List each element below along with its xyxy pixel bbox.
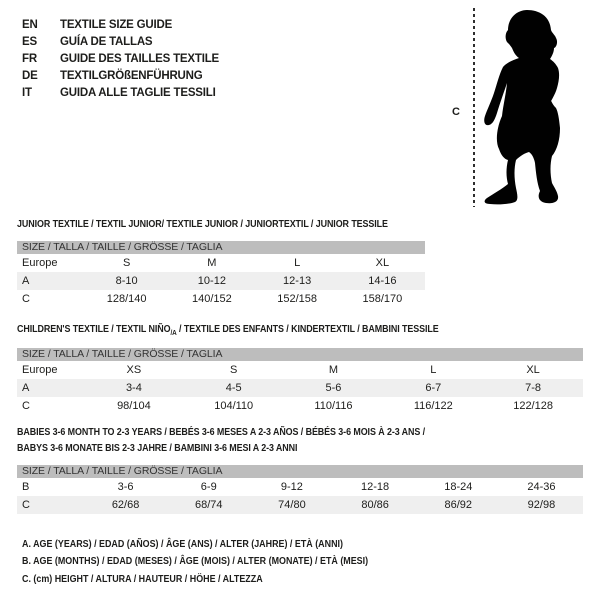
age-cell: 6-9	[200, 481, 217, 493]
note-age-years: A. AGE (YEARS) / EDAD (AÑOS) / ÂGE (ANS) / ALTER (JAHRE) / ETÀ (ANNI)	[22, 538, 343, 550]
height-cell: 122/128	[513, 400, 553, 413]
height-cell: 140/152	[191, 293, 232, 305]
size-cell: S	[230, 364, 238, 377]
size-header-bar: SIZE / TALLA / TAILLE / GRÖSSE / TAGLIA	[17, 241, 425, 254]
language-row	[22, 50, 219, 67]
size-header-bar: SIZE / TALLA / TAILLE / GRÖSSE / TAGLIA	[17, 348, 583, 361]
row-label: C	[22, 293, 30, 305]
baby-silhouette-icon	[478, 0, 594, 210]
language-title: GUIDA ALLE TAGLIE TESSILI	[60, 86, 216, 99]
age-cell: 24-36	[527, 481, 556, 493]
table-row-age-months	[17, 478, 583, 496]
age-cell: 3-6	[117, 481, 134, 493]
height-cell: 80/86	[361, 499, 389, 511]
age-cell: 9-12	[280, 481, 303, 493]
junior-table-title: JUNIOR TEXTILE / TEXTIL JUNIOR/ TEXTILE JUNIOR / JUNIORTEXTIL / JUNIOR TESSILE	[17, 218, 388, 230]
row-label: C	[22, 400, 30, 413]
babies-title-line2: BABYS 3-6 MONATE BIS 2-3 JAHRE / BAMBINI 3-6 MESI A 2-3 ANNI	[17, 441, 298, 454]
age-cell: 5-6	[325, 382, 342, 395]
language-title: TEXTILE SIZE GUIDE	[60, 18, 173, 31]
height-cell: 128/140	[106, 293, 147, 305]
age-cell: 10-12	[197, 275, 226, 287]
row-label: Europe	[22, 364, 58, 377]
size-cell: M	[207, 257, 217, 269]
age-cell: 18-24	[444, 481, 473, 493]
babies-title-line1: BABIES 3-6 MONTH TO 2-3 YEARS / BEBÉS 3-6 MESES A 2-3 AÑOS / BÉBÉS 3-6 MOIS À 2-3 ANS /	[17, 426, 426, 438]
table-row-age	[17, 272, 425, 290]
height-cell: 62/68	[111, 499, 140, 511]
height-cell: 98/104	[117, 400, 151, 413]
age-cell: 6-7	[425, 382, 442, 395]
age-cell: 3-4	[125, 382, 142, 395]
size-cell: XL	[375, 257, 390, 269]
age-cell: 14-16	[368, 275, 397, 287]
table-row-height	[17, 496, 583, 514]
note-age-months: B. AGE (MONTHS) / EDAD (MESES) / ÂGE (MOIS) / ALTER (MONATE) / ETÀ (MESI)	[22, 555, 369, 568]
height-cell: 74/80	[278, 499, 306, 511]
row-label: A	[22, 382, 30, 395]
language-title: GUÍA DE TALLAS	[60, 35, 153, 48]
language-code: FR	[22, 52, 37, 65]
age-cell: 8-10	[115, 275, 138, 287]
size-cell: XL	[526, 364, 540, 377]
language-code: EN	[22, 18, 38, 31]
language-title: TEXTILGRÖßENFÜHRUNG	[60, 69, 203, 82]
table-row-age	[17, 379, 583, 397]
size-cell: L	[294, 257, 301, 269]
age-cell: 12-13	[283, 275, 312, 287]
height-cell: 158/170	[362, 293, 403, 305]
height-measure-label: C	[452, 106, 460, 118]
size-cell: XS	[126, 364, 142, 377]
language-row	[22, 84, 219, 101]
language-code: IT	[22, 86, 32, 99]
size-header-bar: SIZE / TALLA / TAILLE / GRÖSSE / TAGLIA	[17, 465, 583, 478]
row-label: C	[22, 499, 30, 511]
language-title-list	[22, 16, 219, 101]
table-row-europe	[17, 254, 425, 272]
table-row-europe	[17, 361, 583, 379]
language-code: ES	[22, 35, 37, 48]
age-cell: 4-5	[225, 382, 242, 395]
title-subscript: /A	[170, 328, 177, 338]
size-cell: M	[328, 364, 339, 377]
childrens-table-title: CHILDREN'S TEXTILE / TEXTIL $NIÑO_{/A}$ / TEXTILE DES ENFANTS / KINDERTEXTIL / BAMBINI TESSILE	[17, 323, 439, 338]
babies-textile-section	[17, 425, 583, 514]
age-cell: 7-8	[525, 382, 542, 395]
age-cell: 12-18	[361, 481, 390, 493]
row-label: B	[22, 481, 30, 493]
size-cell: S	[122, 257, 131, 269]
language-row	[22, 67, 219, 84]
junior-textile-section	[17, 217, 425, 308]
height-cell: 110/116	[314, 400, 353, 413]
language-code: DE	[22, 69, 38, 82]
childrens-textile-section	[17, 322, 583, 415]
height-measure-dotted-line	[473, 8, 475, 207]
size-cell: L	[430, 364, 437, 377]
table-row-height	[17, 397, 583, 415]
row-label: A	[22, 275, 30, 287]
babies-table-title	[17, 425, 498, 456]
height-cell: 68/74	[194, 499, 223, 511]
legend-notes	[22, 536, 429, 588]
table-row-height	[17, 290, 425, 308]
language-title: GUIDE DES TAILLES TEXTILE	[60, 52, 219, 65]
height-cell: 152/158	[277, 293, 317, 305]
note-height-cm: C. (cm) HEIGHT / ALTURA / HAUTEUR / HÖHE / ALTEZZA	[22, 572, 263, 585]
height-cell: 116/122	[413, 400, 453, 413]
height-cell: 86/92	[444, 499, 473, 511]
language-row	[22, 33, 219, 50]
height-cell: 92/98	[527, 499, 556, 511]
row-label: Europe	[22, 257, 58, 269]
height-cell: 104/110	[214, 400, 254, 413]
language-row	[22, 16, 219, 33]
